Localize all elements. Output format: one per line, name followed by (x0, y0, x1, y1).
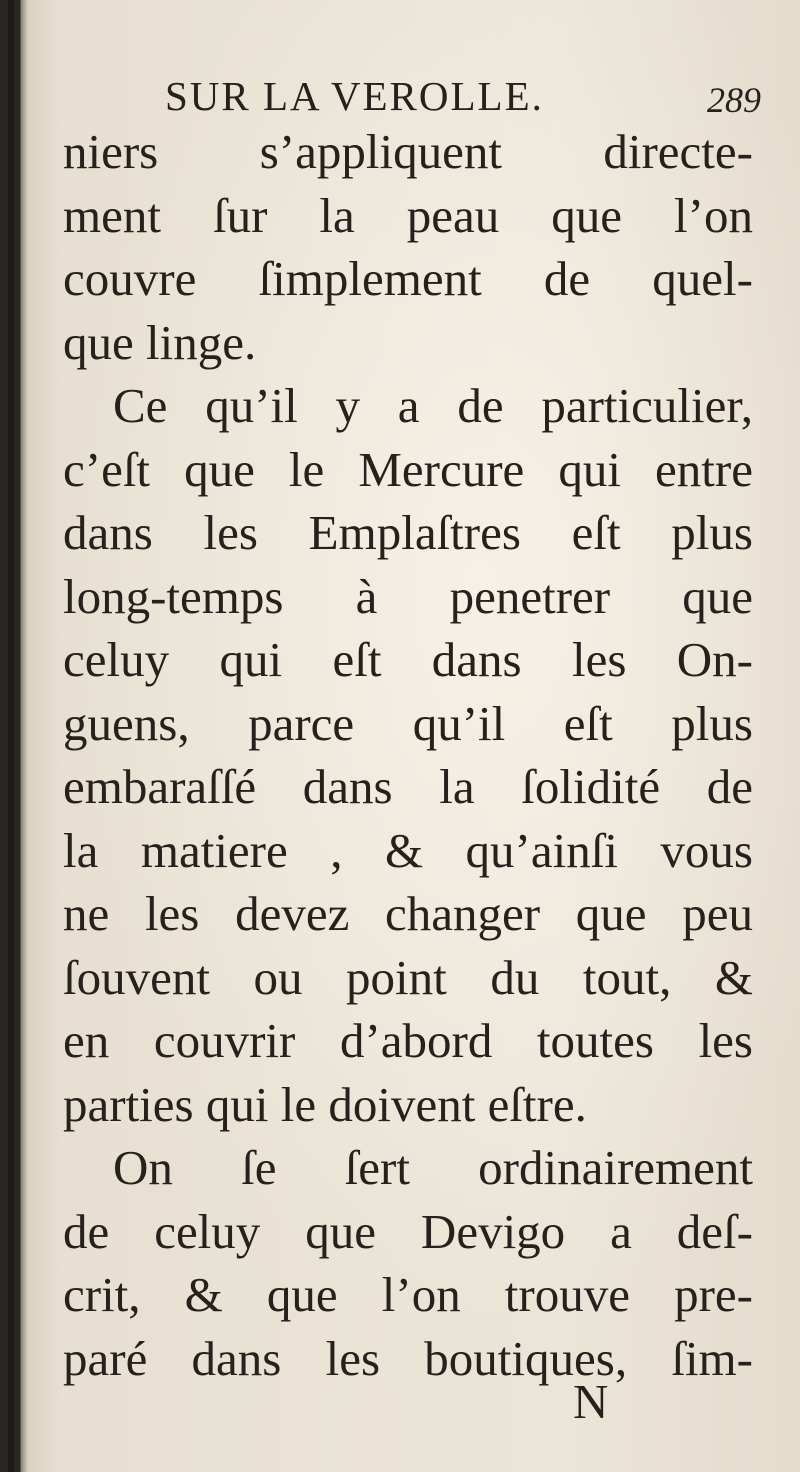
text-line: embaraſſé dans la ſolidité de (63, 759, 753, 814)
text-line: Ce qu’il y a de particulier, (113, 378, 753, 433)
text-line: en couvrir d’abord toutes les (63, 1013, 753, 1068)
binding-gutter (8, 0, 14, 1472)
running-head: SUR LA VEROLLE. (165, 73, 544, 119)
text-line: celuy qui eſt dans les On- (63, 632, 753, 687)
text-line: couvre ſimplement de quel- (63, 251, 753, 306)
text-line: parties qui le doivent eſtre. (63, 1076, 587, 1132)
text-line: niers s’appliquent directe- (63, 124, 753, 179)
text-line: dans les Emplaſtres eſt plus (63, 505, 753, 560)
page-header (165, 70, 765, 122)
catchword: N (573, 1374, 609, 1429)
page-number: 289 (707, 80, 761, 120)
body-text (63, 120, 753, 1390)
text-line: que linge. (63, 314, 257, 370)
text-line: long-temps à penetrer que (63, 568, 753, 624)
text-line: de celuy que Devigo a deſ- (63, 1203, 753, 1259)
text-line: c’eſt que le Mercure qui entre (63, 441, 753, 497)
text-line: la matiere , & qu’ainſi vous (63, 822, 753, 878)
text-line: On ſe ſert ordinairement (113, 1140, 753, 1195)
text-line: ment ſur la peau que l’on (63, 187, 753, 243)
text-line: paré dans les boutiques, ſim- (63, 1330, 753, 1386)
text-line: guens, parce qu’il eſt plus (63, 695, 753, 751)
text-line: ſouvent ou point du tout, & (63, 949, 753, 1005)
text-line: crit, & que l’on trouve pre- (63, 1267, 753, 1322)
text-line: ne les devez changer que peu (63, 886, 753, 941)
